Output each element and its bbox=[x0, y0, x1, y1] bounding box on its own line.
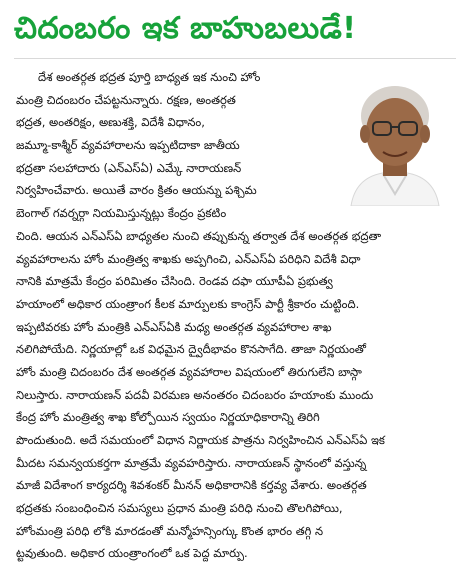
article-line: జమ్మూ-కాశ్మీర్ వ్యవహారాలను ఇప్పటిదాకా జాతీయ bbox=[16, 138, 240, 153]
article-line: హోంమంత్రి పరిధి లోకి మారడంతో మన్మోహన్సింగ్కు కొంత భారం తగ్గి న bbox=[16, 523, 324, 538]
headline: చిదంబరం ఇక బాహుబలుడే! bbox=[14, 11, 357, 46]
article-line: చింది. ఆయన ఎన్ఎస్ఏ బాధ్యతల నుంచి తప్పుకున్న తర్వాత దేశ అంతర్గత భద్రతా bbox=[16, 228, 382, 243]
article-line: హయాంలో అధికార యంత్రాంగ కీలక మార్పులకు కాంగ్రెస్ పార్టీ శ్రీకారం చుట్టింది. bbox=[16, 296, 360, 311]
article-line: మంత్రి చిదంబరం చేపట్టనున్నారు. రక్షణ, అంతర్గత bbox=[16, 92, 236, 107]
article-line: వ్యవహారాలను హోం మంత్రిత్వ శాఖకు అప్పగించి, ఎన్ఎస్ఏ పరిధిని విదేశీ విధా bbox=[16, 251, 361, 266]
article-line: ట్టవుతుంది. అధికార యంత్రాంగంలో ఒక పెద్ద మార్పు. bbox=[16, 546, 248, 561]
article-line: మీదట సమన్వయకర్తగా మాత్రమే వ్యవహరిస్తారు. నారాయణన్ స్థానంలో వస్తున్న bbox=[16, 455, 367, 470]
article-line: కేంద్ర హోం మంత్రిత్వ శాఖ కోల్పోయిన స్వయం నిర్ణయాధికారాన్ని తిరిగి bbox=[16, 410, 320, 425]
article-line: భద్రత, అంతరిక్షం, అణుశక్తి, విదేశీ విధానం, bbox=[16, 115, 205, 130]
article-line: నిలుస్తారు. నారాయణన్ పదవీ విరమణ అనంతరం చిదంబరం హయాంకు ముందు bbox=[16, 387, 374, 402]
article-line: నానికి మాత్రమే కేంద్రం పరిమితం చేసింది. రెండవ దఫా యూపీఏ ప్రభుత్వ bbox=[16, 274, 333, 289]
article-line: మాజీ విదేశాంగ కార్యదర్శి శివశంకర్ మీనన్ అధికారానికి కర్తవ్య వేశారు. అంతర్గత bbox=[16, 478, 367, 493]
headline-divider bbox=[14, 58, 456, 59]
article-line: భద్రతకు సంబంధించిన సమస్యలు ప్రధాన మంత్రి పరిధి నుంచి తొలగిపోయి, bbox=[16, 501, 343, 516]
article-line: నిర్వహించేవారు. అయితే వారం క్రితం ఆయన్ను పశ్చిమ bbox=[16, 183, 257, 198]
article-line: హోం మంత్రి చిదంబరం దేశ అంతర్గత వ్యవహారాల విషయంలో తిరుగులేని బాస్గా bbox=[16, 364, 362, 379]
article-line: బెంగాల్ గవర్నర్గా నియమిస్తున్నట్లు కేంద్రం ప్రకటిం bbox=[16, 206, 227, 221]
article-line: ఇప్పటివరకు హోం మంత్రికి ఎన్ఎస్ఏకి మధ్య అంతర్గత వ్యవహారాల శాఖ bbox=[16, 319, 332, 334]
article-line: నలిగిపోయేది. నిర్ణయాల్లో ఒక విధమైన ద్వైదీభావం కొనసాగేది. తాజా నిర్ణయంతో bbox=[16, 342, 367, 357]
article-body bbox=[16, 66, 456, 565]
article-line: పొందుతుంది. అదే సమయంలో విధాన నిర్ణాయక పాత్రను నిర్వహించిన ఎన్ఎస్ఏ ఇక bbox=[16, 433, 385, 447]
article-line: భద్రతా సలహాదారు (ఎన్ఎస్ఏ) ఎమ్కే నారాయణన్ bbox=[16, 160, 242, 175]
article-line: దేశ అంతర్గత భద్రత పూర్తి బాధ్యత ఇక నుంచి హోం bbox=[38, 70, 261, 84]
